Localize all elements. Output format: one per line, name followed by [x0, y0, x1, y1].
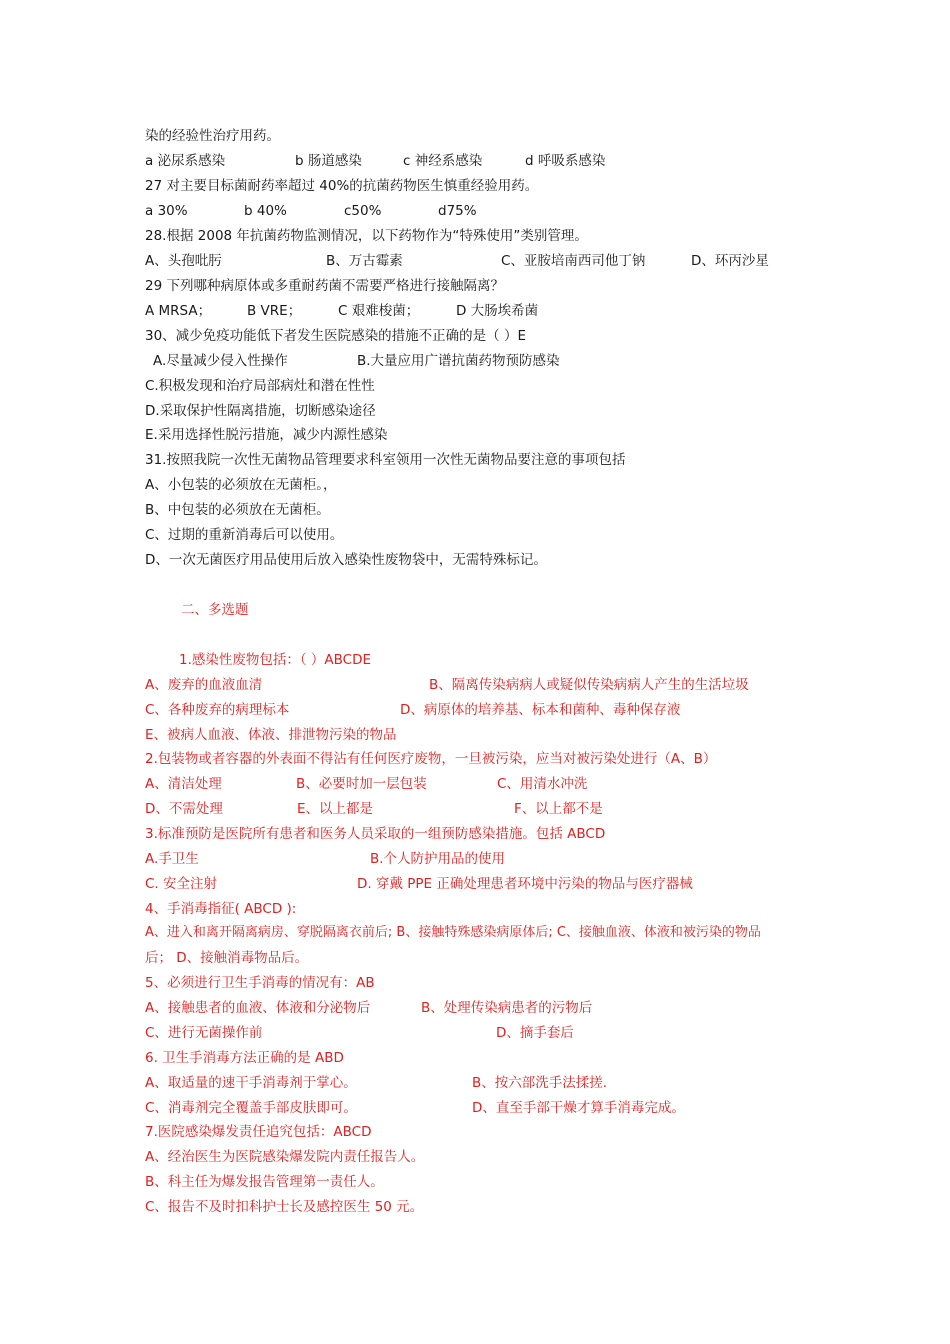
- options-row-m3cd: [145, 875, 845, 893]
- options-row-q29: [145, 302, 845, 320]
- option-line: A、经治医生为医院感染爆发院内责任报告人。: [145, 1149, 425, 1165]
- options-row-m3ab: [145, 850, 845, 868]
- question-m1: 1.感染性废物包括：（ ）ABCDE: [179, 652, 372, 668]
- option: B、必要时加一层包装: [296, 776, 427, 792]
- option-line: C、过期的重新消毒后可以使用。: [145, 527, 344, 543]
- option: B、按六部洗手法揉搓.: [472, 1075, 608, 1091]
- option: a 泌尿系感染: [145, 153, 226, 169]
- option: C、亚胺培南西司他丁钠: [501, 253, 646, 269]
- options-row-m1cd: [145, 701, 845, 719]
- options-row-m1ab: [145, 676, 845, 694]
- option: B、隔离传染病病人或疑似传染病病人产生的生活垃圾: [429, 677, 749, 693]
- options-row-m5cd: [145, 1024, 845, 1042]
- option: A.手卫生: [145, 851, 199, 867]
- option: D. 穿戴 PPE 正确处理患者环境中污染的物品与医疗器械: [357, 876, 693, 892]
- options-row-q27: [145, 202, 845, 220]
- option: C、用清水冲洗: [497, 776, 588, 792]
- option: D、摘手套后: [496, 1025, 574, 1041]
- option-line: B、中包装的必须放在无菌柜。: [145, 502, 330, 518]
- option: C、消毒剂完全覆盖手部皮肤即可。: [145, 1100, 357, 1116]
- option: D、不需处理: [145, 801, 223, 817]
- question-31: 31.按照我院一次性无菌物品管理要求科室领用一次性无菌物品要注意的事项包括: [145, 452, 626, 468]
- option: B.个人防护用品的使用: [370, 851, 506, 867]
- option: B、处理传染病患者的污物后: [421, 1000, 593, 1016]
- option: F、以上都不是: [514, 801, 603, 817]
- option: d 呼吸系感染: [525, 153, 606, 169]
- option: b 肠道感染: [295, 153, 362, 169]
- option-line: 后； D、接触消毒物品后。: [145, 950, 309, 966]
- option: A、取适量的速干手消毒剂于掌心。: [145, 1075, 357, 1091]
- option: A.尽量减少侵入性操作: [153, 353, 288, 369]
- option: d75%: [438, 203, 477, 219]
- question-m4: 4、手消毒指征( ABCD ):: [145, 901, 297, 917]
- option: b 40%: [244, 203, 287, 219]
- option-line: E、被病人血液、体液、排泄物污染的物品: [145, 727, 397, 743]
- option: B.大量应用广谱抗菌药物预防感染: [357, 353, 560, 369]
- option: C. 安全注射: [145, 876, 218, 892]
- option-line: A、进入和离开隔离病房、穿脱隔离衣前后; B、接触特殊感染病原体后; C、接触血液、体液和被污染的物品: [145, 925, 761, 940]
- question-m7: 7.医院感染爆发责任追究包括：ABCD: [145, 1124, 372, 1140]
- option: A、头孢吡肟: [145, 253, 222, 269]
- question-29: 29 下列哪种病原体或多重耐药菌不需要严格进行接触隔离？: [145, 278, 504, 294]
- option: D 大肠埃希菌: [456, 303, 539, 319]
- option-line: C.积极发现和治疗局部病灶和潜在性性: [145, 378, 375, 394]
- question-30: 30、减少免疫功能低下者发生医院感染的措施不正确的是（ ）E: [145, 328, 526, 344]
- option: C 艰难梭菌；: [338, 303, 420, 319]
- question-m6: 6. 卫生手消毒方法正确的是 ABD: [145, 1050, 344, 1066]
- text-line: 染的经验性治疗用药。: [145, 128, 280, 144]
- option: D、病原体的培养基、标本和菌种、毒种保存液: [400, 702, 681, 718]
- question-28: 28.根据 2008 年抗菌药物监测情况，以下药物作为“特殊使用”类别管理。: [145, 228, 588, 244]
- option: A、废弃的血液血清: [145, 677, 263, 693]
- option: C、进行无菌操作前: [145, 1025, 263, 1041]
- option: A MRSA；: [145, 303, 212, 319]
- question-m2: 2.包装物或者容器的外表面不得沾有任何医疗废物，一旦被污染，应当对被污染处进行（A、B）: [145, 751, 717, 767]
- option: a 30%: [145, 203, 188, 219]
- option-line: E.采用选择性脱污措施，减少内源性感染: [145, 427, 388, 443]
- question-27: 27 对主要目标菌耐药率超过 40%的抗菌药物医生慎重经验用药。: [145, 178, 539, 194]
- option: A、接触患者的血液、体液和分泌物后: [145, 1000, 371, 1016]
- option-line: C、报告不及时扣科护士长及感控医生 50 元。: [145, 1199, 424, 1215]
- option: C、各种废弃的病理标本: [145, 702, 290, 718]
- option: A、清洁处理: [145, 776, 222, 792]
- question-m3: 3.标准预防是医院所有患者和医务人员采取的一组预防感染措施。包括 ABCD: [145, 826, 606, 842]
- option-line: A、小包装的必须放在无菌柜。，: [145, 477, 337, 493]
- question-m5: 5、必须进行卫生手消毒的情况有：AB: [145, 975, 375, 991]
- option: c50%: [344, 203, 382, 219]
- options-row-q26: [145, 152, 845, 170]
- options-row-q28: [145, 252, 845, 270]
- options-row-m6cd: [145, 1099, 845, 1117]
- options-row-q30: [153, 352, 853, 370]
- option: E、以上都是: [297, 801, 374, 817]
- option: D、直至手部干燥才算手消毒完成。: [472, 1100, 685, 1116]
- option: B VRE；: [247, 303, 302, 319]
- option: c 神经系感染: [403, 153, 483, 169]
- options-row-m2abc: [145, 775, 845, 793]
- options-row-m6ab: [145, 1074, 845, 1092]
- option: D、环丙沙星: [691, 253, 769, 269]
- option-line: B、科主任为爆发报告管理第一责任人。: [145, 1174, 384, 1190]
- option-line: D、一次无菌医疗用品使用后放入感染性废物袋中，无需特殊标记。: [145, 552, 547, 568]
- options-row-m2def: [145, 800, 845, 818]
- options-row-m5ab: [145, 999, 845, 1017]
- option-line: D.采取保护性隔离措施，切断感染途径: [145, 403, 376, 419]
- section-heading: 二、多选题: [181, 602, 249, 618]
- option: B、万古霉素: [326, 253, 403, 269]
